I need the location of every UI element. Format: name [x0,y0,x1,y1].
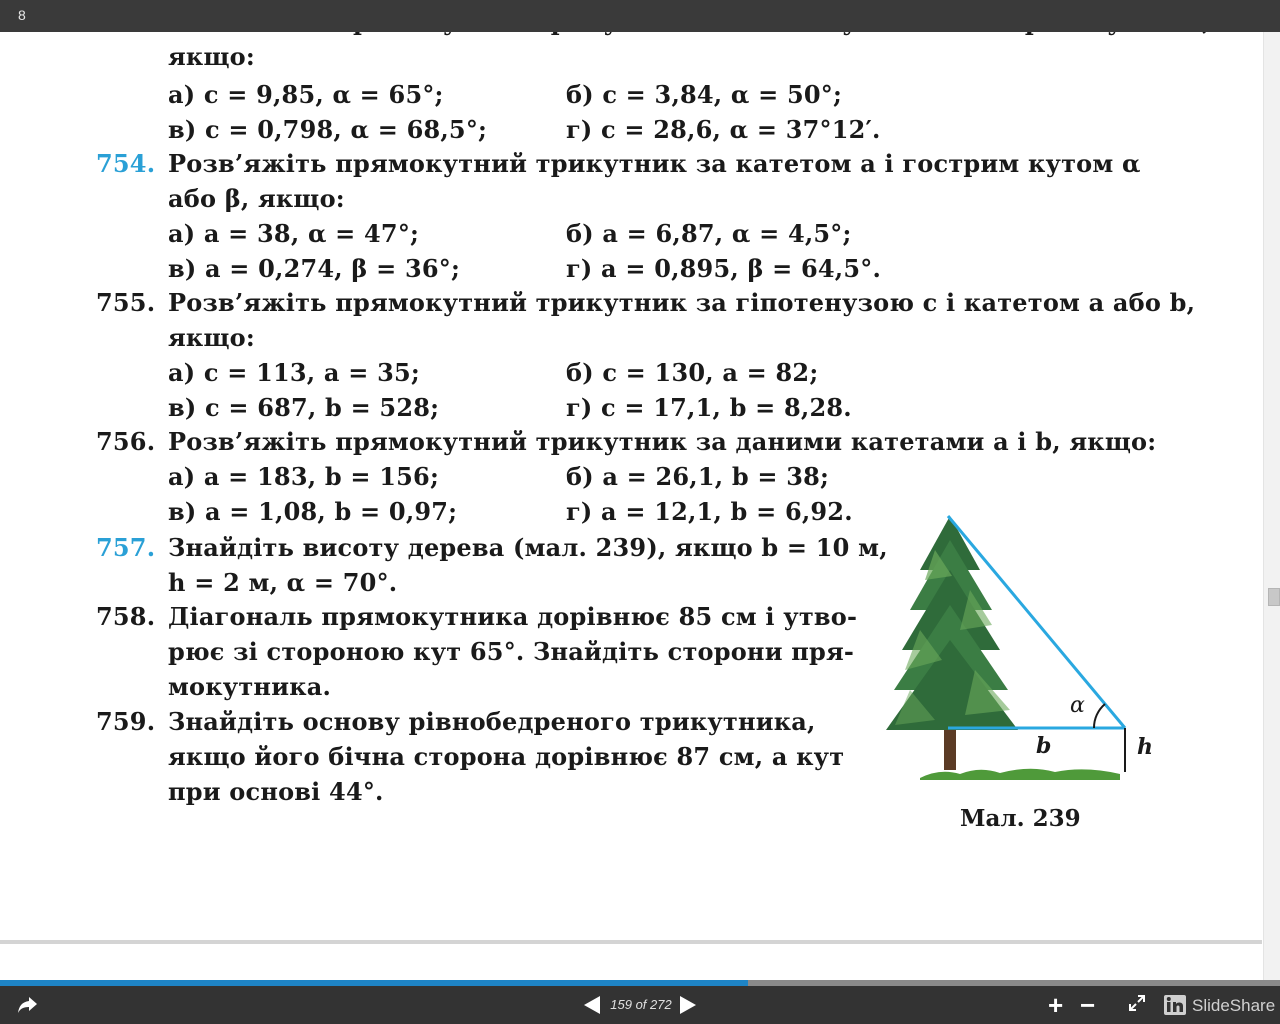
scrollbar-thumb[interactable] [1268,588,1280,606]
sub-item-a: а) a = 183, b = 156; [168,462,439,491]
fullscreen-icon[interactable] [1128,994,1146,1012]
problem-text: або β, якщо: [168,184,345,213]
problem-text: рює зі стороною кут 65°. Знайдіть сторони пря- [168,637,855,666]
linkedin-icon[interactable] [1164,995,1186,1015]
problem-number: 759. [96,707,156,736]
problem-number: 754. [96,149,156,178]
sub-item-v: в) c = 0,798, α = 68,5°; [168,115,488,144]
slide-counter: 159 of 272 [610,997,672,1012]
figure-caption: Мал. 239 [960,805,1081,832]
sub-item-v: в) a = 0,274, β = 36°; [168,254,461,283]
sub-item-g: г) c = 28,6, α = 37°12′. [566,115,881,144]
problem-number: 755. [96,288,156,317]
problem-text: Діагональ прямокутника дорівнює 85 см і утво- [168,602,858,631]
problem-text: Знайдіть висоту дерева (мал. 239), якщо b = 10 м, [168,533,888,562]
angle-arc [1094,704,1105,728]
problem-text: h = 2 м, α = 70°. [168,568,398,597]
problem-number: 758. [96,602,156,631]
vertical-scrollbar[interactable] [1263,32,1280,980]
problem-text: Розв’яжіть прямокутний трикутник за катетом a і гострим кутом α [168,149,1141,178]
problem-text: мокутника. [168,672,332,701]
problem-number: 756. [96,427,156,456]
sub-item-g: г) a = 0,895, β = 64,5°. [566,254,882,283]
prev-arrow-icon[interactable] [582,994,602,1016]
problem-text: Розв’яжіть прямокутний трикутник за гіпотенузою c і катетом a або b, [168,288,1196,317]
sub-item-a: а) a = 38, α = 47°; [168,219,420,248]
sub-item-b: б) a = 6,87, α = 4,5°; [566,219,852,248]
sub-item-a: а) c = 113, a = 35; [168,358,420,387]
share-icon[interactable] [14,992,40,1018]
sub-item-g: г) c = 17,1, b = 8,28. [566,393,852,422]
problem-text: при основі 44°. [168,777,384,806]
sub-item-b: б) c = 3,84, α = 50°; [566,80,843,109]
zoom-out-icon[interactable]: − [1080,990,1096,1020]
sub-item-v: в) a = 1,08, b = 0,97; [168,497,458,526]
label-b: b [1036,733,1052,759]
viewer-toolbar [0,986,1280,1024]
sub-item-a: а) c = 9,85, α = 65°; [168,80,444,109]
page-divider [0,940,1262,944]
sub-item-g: г) a = 12,1, b = 6,92. [566,497,853,526]
corner-page-number: 8 [18,7,26,23]
problem-text: Знайдіть основу рівнобедреного трикутника, [168,707,816,736]
problem-text: Розв’яжіть прямокутний трикутник за даними катетами a і b, якщо: [168,427,1157,456]
sub-item-v: в) c = 687, b = 528; [168,393,440,422]
problem-text: якщо: [168,42,255,71]
figure-239-tree-triangle [880,510,1160,840]
sub-item-b: б) c = 130, a = 82; [566,358,819,387]
next-arrow-icon[interactable] [678,994,698,1016]
tree-illustration [886,516,1018,730]
sub-item-b: б) a = 26,1, b = 38; [566,462,830,491]
brand-name[interactable]: SlideShare [1192,996,1276,1015]
top-bar [0,0,1280,32]
problem-text: якщо: [168,323,255,352]
label-alpha: α [1070,693,1085,718]
label-h: h [1137,734,1153,760]
problem-text: якщо його бічна сторона дорівнює 87 см, а кут [168,742,845,771]
grass-illustration [920,769,1120,780]
zoom-in-icon[interactable]: + [1048,990,1064,1020]
problem-number: 757. [96,533,156,562]
